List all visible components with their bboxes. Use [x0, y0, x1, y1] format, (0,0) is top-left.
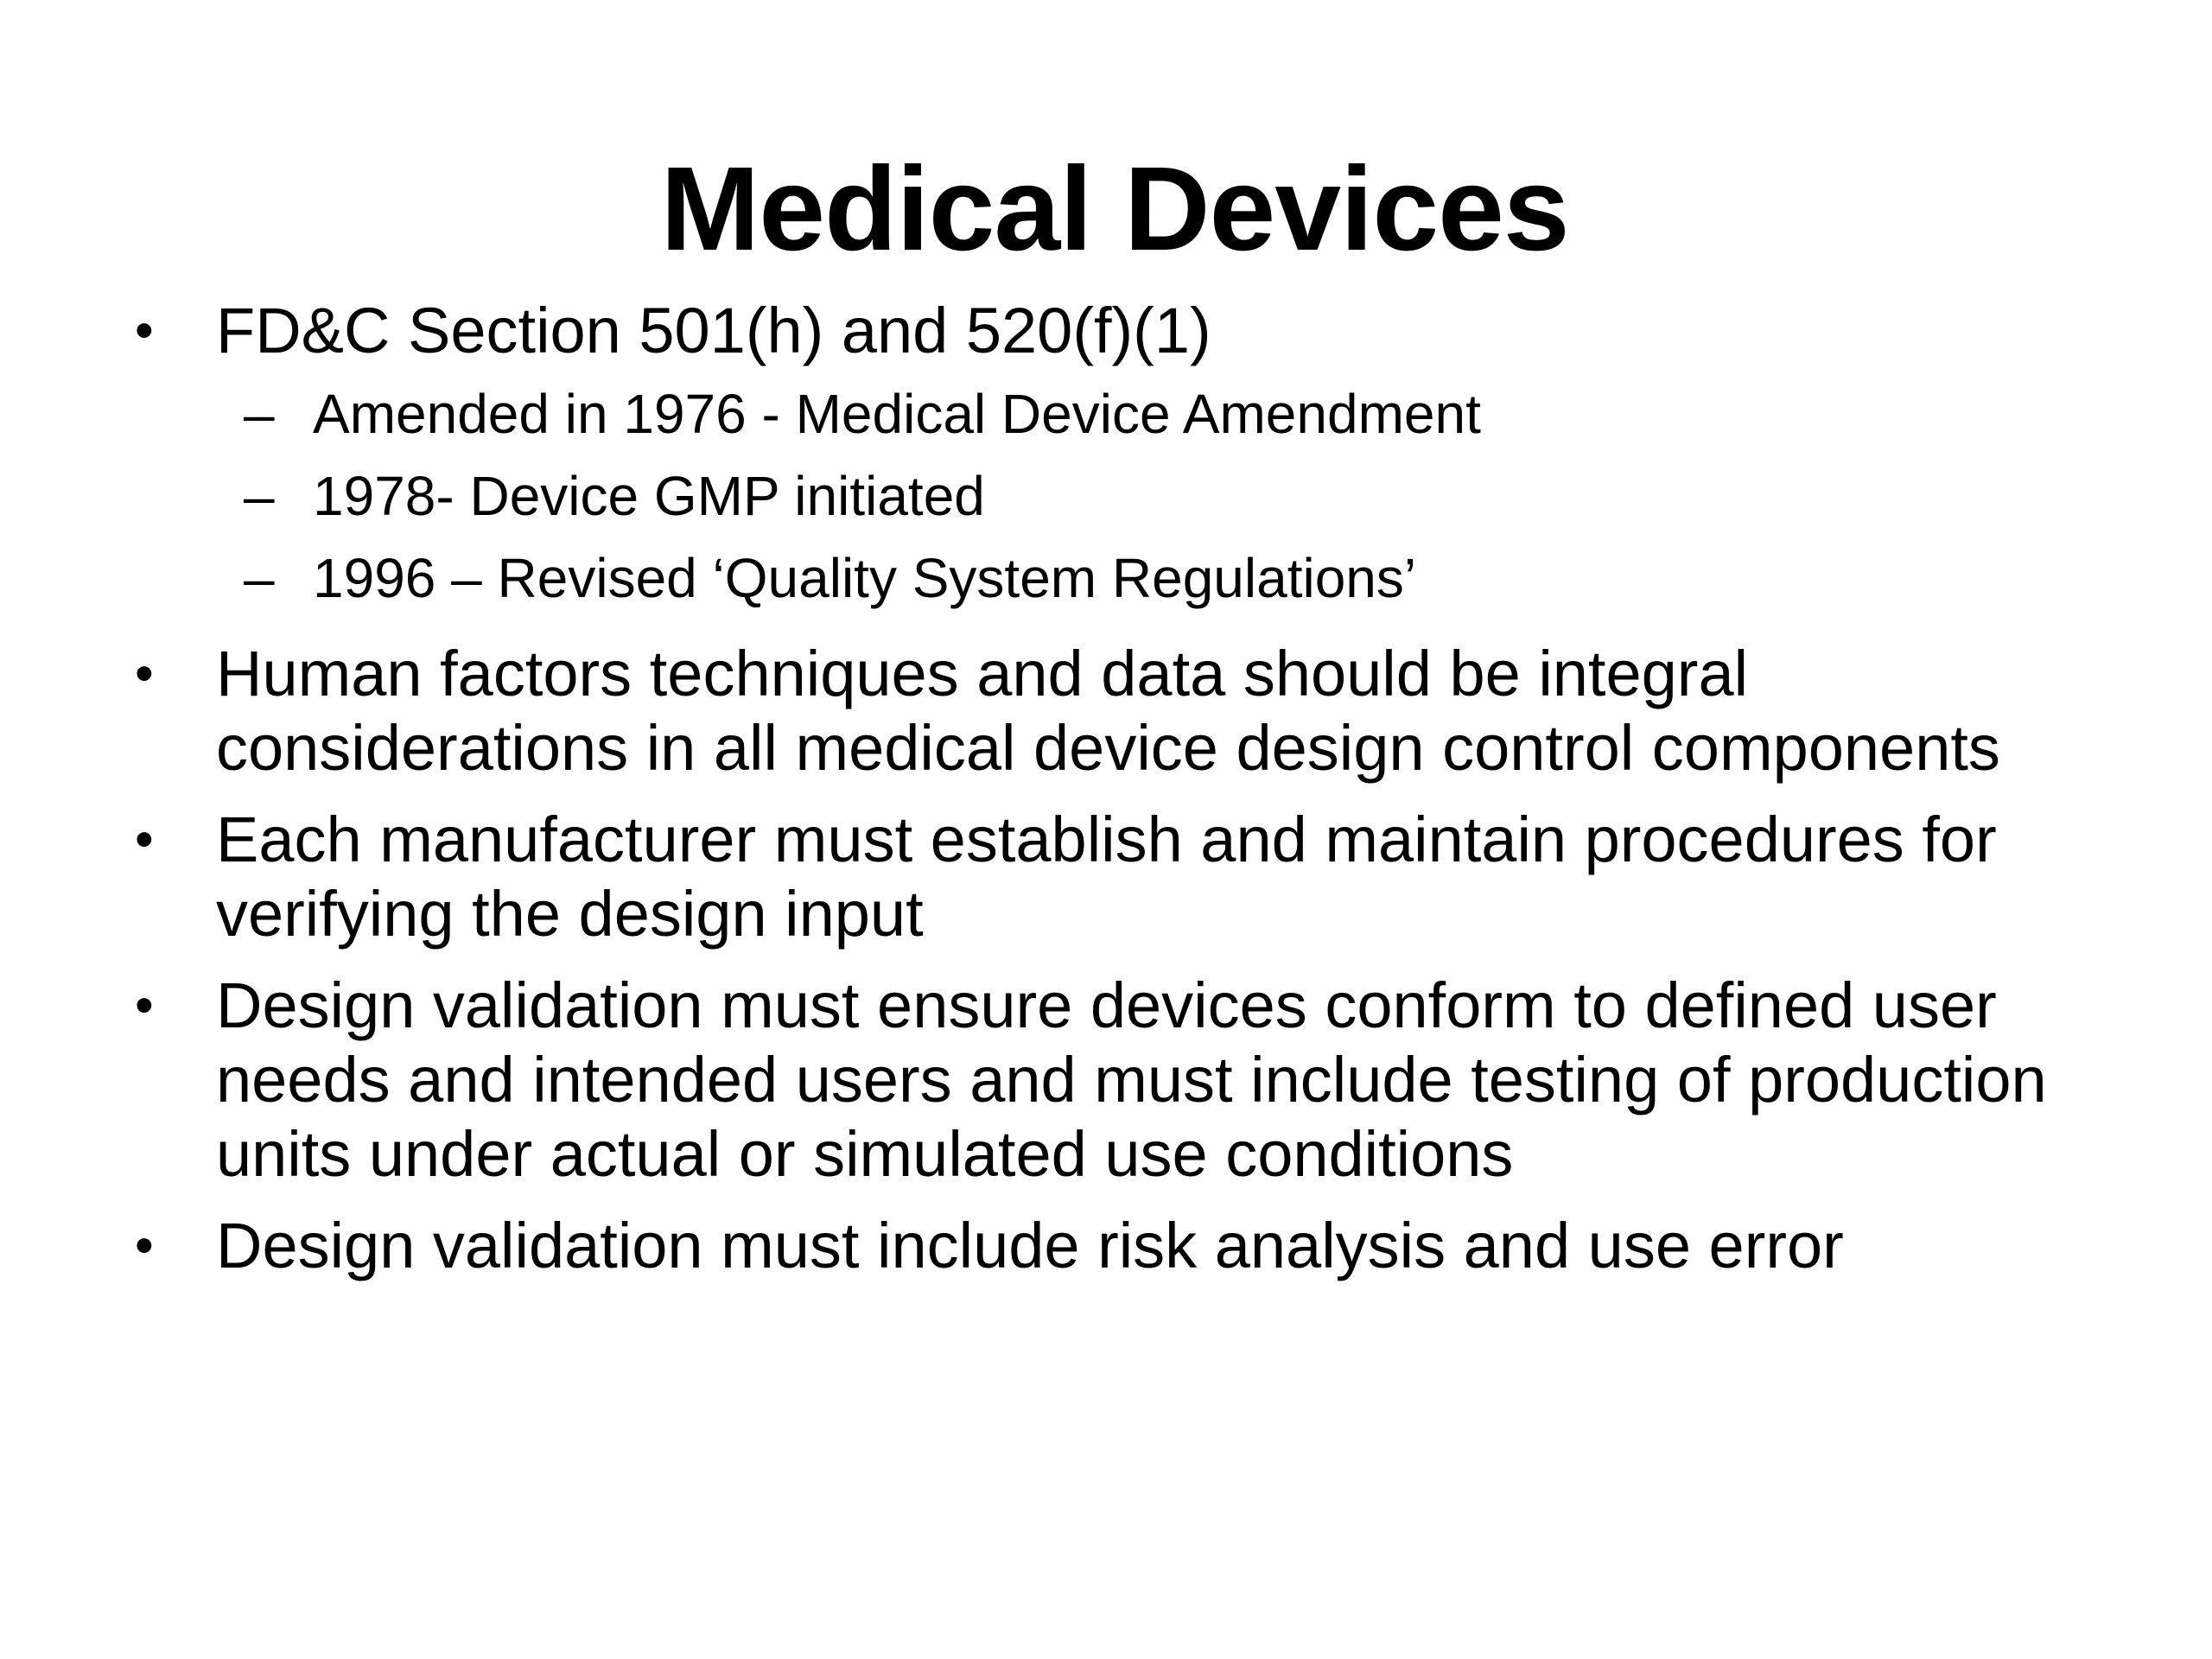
- sub-bullet-text: 1978- Device GMP initiated: [313, 465, 985, 527]
- slide-title: Medical Devices: [660, 143, 1569, 276]
- bullet-text: FD&C Section 501(h) and 520(f)(1): [216, 295, 1211, 366]
- bullet-icon: •: [135, 1216, 154, 1275]
- sub-bullet-text: Amended in 1976 - Medical Device Amendment: [313, 383, 1481, 445]
- bullet-icon: •: [135, 810, 154, 869]
- bullet-item: [130, 969, 2117, 1192]
- dash-icon: –: [244, 465, 275, 527]
- bullet-item: [130, 294, 2117, 620]
- bullet-list: [130, 294, 2117, 1300]
- bullet-item: [130, 637, 2117, 785]
- sub-bullet-item: [216, 455, 2117, 537]
- bullet-item: [130, 803, 2117, 951]
- dash-icon: –: [244, 383, 275, 445]
- sub-bullet-item: [216, 373, 2117, 455]
- bullet-icon: •: [135, 301, 154, 360]
- bullet-icon: •: [135, 976, 154, 1035]
- bullet-item: [130, 1209, 2117, 1283]
- dash-icon: –: [244, 547, 275, 609]
- sub-bullet-text: 1996 – Revised ‘Quality System Regulations’: [313, 547, 1417, 609]
- bullet-text: Design validation must ensure devices conform to defined user needs and intended users and must include testing of production units under actual or simulated use conditions: [216, 969, 2047, 1190]
- sub-bullet-item: [216, 537, 2117, 620]
- bullet-text: Each manufacturer must establish and maintain procedures for verifying the design input: [216, 804, 1997, 950]
- bullet-text: Design validation must include risk analysis and use error: [216, 1210, 1844, 1281]
- bullet-icon: •: [135, 644, 154, 703]
- bullet-text: Human factors techniques and data should be integral considerations in all medical device design control components: [216, 638, 2000, 784]
- sub-bullet-list: [216, 373, 2117, 620]
